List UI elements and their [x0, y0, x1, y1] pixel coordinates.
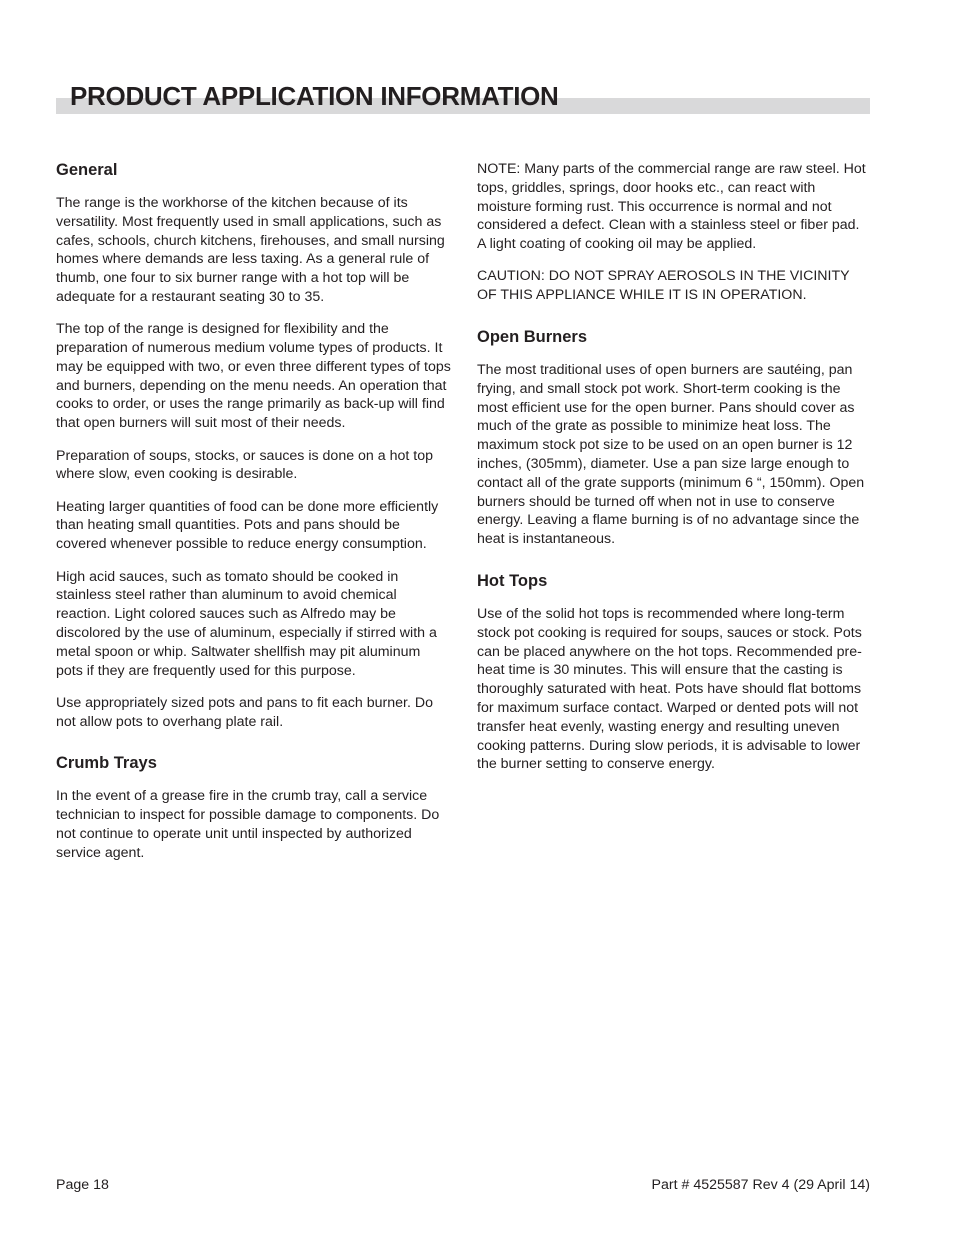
section-hot-tops [477, 571, 871, 774]
left-column [56, 160, 451, 876]
page-title: PRODUCT APPLICATION INFORMATION [70, 81, 559, 111]
paragraph: The top of the range is designed for flexibility and the preparation of numerous medium volume types of products. It may be equipped with two, or even three different types of tops and burners, depending on the menu needs. An operation that cooks to order, or uses the range primarily as back-up will find that open burners will suit most of their needs. [56, 321, 451, 432]
paragraph: Preparation of soups, stocks, or sauces is done on a hot top where slow, even cooking is desirable. [56, 447, 433, 483]
paragraph: Heating larger quantities of food can be done more efficiently than heating small quantities. Pots and pans should be covered whenever possible to reduce energy consumption. [56, 498, 439, 553]
right-column [477, 160, 871, 788]
section-heading-general: General [56, 161, 118, 179]
section-general [56, 160, 451, 731]
page-number: Page 18 [56, 1177, 109, 1193]
section-crumb-trays [56, 753, 451, 862]
part-number: Part # 4525587 Rev 4 (29 April 14) [651, 1177, 870, 1193]
paragraph: The range is the workhorse of the kitchen because of its versatility. Most frequently used in small applications, such as cafes, schools, church kitchens, firehouses, and small nursing homes where demands are less taxing. As a general rule of thumb, one four to six burner range with a hot top will be adequate for a restaurant seating 30 to 35. [56, 195, 445, 305]
section-heading-hot-tops: Hot Tops [477, 572, 548, 591]
paragraph: High acid sauces, such as tomato should be cooked in stainless steel rather than aluminum to avoid chemical reaction. Light colored sauces such as Alfredo may be discolored by the use of aluminum, especially if stirred with a metal spoon or whip. Saltwater shellfish may pit aluminum pots if they are frequently used for this purpose. [56, 568, 437, 679]
section-heading-crumb-trays: Crumb Trays [56, 754, 157, 773]
section-heading-open-burners: Open Burners [477, 328, 588, 347]
paragraph: In the event of a grease fire in the crumb tray, call a service technician to inspect for possible damage to components. Do not continue to operate unit until inspected by authorized service agent. [56, 788, 440, 861]
paragraph: Use appropriately sized pots and pans to fit each burner. Do not allow pots to overhang plate rail. [56, 694, 433, 730]
paragraph: The most traditional uses of open burners are sautéing, pan frying, and small stock pot work. Short-term cooking is the most efficient use for the open burner. Pans should cover as much of the grate as possible to minimize heat loss. The maximum stock pot size to be used on an open burner is 12 inches, (305mm), diameter. Use a pan size large enough to contact all of the grate supports (minimum 6 “, 150mm). Open burners should be turned off when not in use to conserve energy. Leaving a flame burning is of no advantage since the heat is instantaneous. [477, 362, 865, 548]
section-open-burners [477, 327, 871, 549]
caution-paragraph: CAUTION: DO NOT SPRAY AEROSOLS IN THE VICINITY OF THIS APPLIANCE WHILE IT IS IN OPERATION. [477, 268, 850, 304]
paragraph: Use of the solid hot tops is recommended where long-term stock pot cooking is required for soups, sauces or stock. Pots can be placed anywhere on the hot tops. Recommended pre-heat time is 30 minutes. This will ensure that the casting is thoroughly saturated with heat. Pots have should flat bottoms for maximum surface contact. Warped or dented pots will not transfer heat evenly, wasting energy and resulting uneven cooking patterns. During slow periods, it is advisable to lower the burner setting to conserve energy. [477, 606, 862, 773]
section-notes [477, 160, 871, 305]
note-paragraph: NOTE: Many parts of the commercial range are raw steel. Hot tops, griddles, springs, door hooks etc., can react with moisture forming rust. This occurrence is normal and not considered a defect. Clean with a stainless steel or fiber pad. A light coating of cooking oil may be applied. [477, 161, 866, 253]
